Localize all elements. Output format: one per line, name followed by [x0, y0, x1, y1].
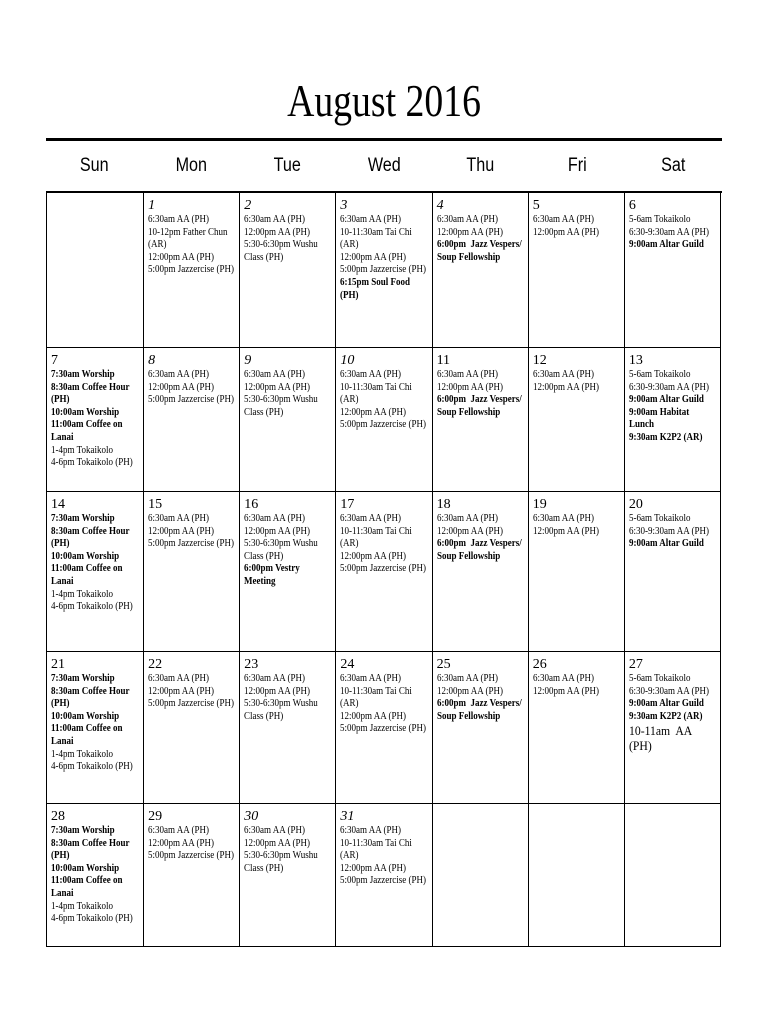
event-entry: 4-6pm Tokaikolo (PH) — [51, 761, 133, 773]
event-entry: 10-11:30am Tai Chi (AR) — [340, 685, 415, 710]
event-entry: 6:30am AA (PH) — [532, 214, 594, 225]
event-entry: 5:30-6:30pm Wushu Class (PH) — [244, 239, 321, 263]
event-entry: 12:00pm AA (PH) — [340, 251, 407, 263]
event-entry: 6:00pm Jazz Vespers/ Soup Fellowship — [436, 538, 524, 562]
weekday-sun: Sun — [79, 155, 109, 176]
day-cell-22 — [143, 652, 239, 803]
event-entry: 5:00pm Jazzercise (PH) — [148, 264, 235, 276]
event-entry: 11:00am Coffee on Lanai — [51, 419, 125, 443]
event-entry: 6:00pm Vestry Meeting — [244, 563, 303, 587]
day-number: 13 — [628, 353, 643, 368]
day-number: 30 — [244, 809, 259, 824]
day-number: 8 — [148, 353, 156, 368]
day-cell-31 — [335, 804, 431, 946]
event-entry: 8:30am Coffee Hour (PH) — [51, 381, 132, 406]
event-entry: 6:30am AA (PH) — [244, 369, 306, 380]
event-entry: 10:00am Worship — [51, 406, 120, 418]
event-entry: 10-12pm Father Chun (AR) — [148, 226, 230, 251]
event-entry: 6:30am AA (PH) — [244, 513, 306, 524]
day-cell-13 — [624, 348, 720, 491]
event-entry: 4-6pm Tokaikolo (PH) — [51, 913, 133, 925]
event-entry: 6:30am AA (PH) — [436, 673, 498, 684]
day-number: 27 — [628, 657, 643, 672]
event-entry: 7:30am Worship — [51, 673, 115, 684]
event-entry: 1-4pm Tokaikolo — [51, 748, 113, 760]
day-number: 6 — [628, 198, 636, 213]
event-entry: 6:30am AA (PH) — [340, 673, 402, 684]
event-entry: 5:00pm Jazzercise (PH) — [340, 264, 427, 276]
day-cell-25 — [432, 652, 528, 803]
event-entry: 6:30am AA (PH) — [340, 214, 402, 225]
event-entry: 6:30am AA (PH) — [340, 369, 402, 380]
event-entry: 5:30-6:30pm Wushu Class (PH) — [244, 538, 321, 562]
event-entry: 12:00pm AA (PH) — [532, 525, 599, 537]
week-row — [47, 491, 720, 651]
event-entry: 9:00am Altar Guild — [628, 394, 704, 406]
day-number: 29 — [148, 809, 163, 824]
event-entry: 12:00pm AA (PH) — [436, 525, 503, 537]
event-entry: 6:30am AA (PH) — [148, 214, 210, 225]
calendar-grid — [46, 193, 721, 947]
day-number: 28 — [51, 809, 65, 824]
event-entry: 5:00pm Jazzercise (PH) — [148, 538, 235, 550]
event-entry: 8:30am Coffee Hour (PH) — [51, 685, 132, 710]
event-entry: 10:00am Worship — [51, 710, 120, 722]
event-entry: 6:30am AA (PH) — [244, 825, 306, 836]
event-entry: 9:00am Altar Guild — [628, 239, 704, 251]
event-entry: 6:30-9:30am AA (PH) — [628, 226, 709, 238]
event-entry: 6:00pm Jazz Vespers/ Soup Fellowship — [436, 698, 524, 722]
empty-day-cell — [624, 804, 720, 946]
day-cell-17 — [335, 492, 431, 651]
event-entry: 10-11:30am Tai Chi (AR) — [340, 525, 415, 550]
weekday-thu: Thu — [466, 155, 495, 176]
event-entry: 12:00pm AA (PH) — [436, 381, 503, 393]
day-number: 20 — [628, 497, 643, 512]
day-cell-7 — [47, 348, 143, 491]
event-entry: 5-6am Tokaikolo — [628, 214, 691, 225]
event-entry: 6:30-9:30am AA (PH) — [628, 685, 709, 697]
event-entry: 12:00pm AA (PH) — [148, 837, 215, 849]
event-entry: 1-4pm Tokaikolo — [51, 900, 113, 912]
weekday-mon: Mon — [175, 155, 207, 176]
event-entry: 4-6pm Tokaikolo (PH) — [51, 601, 133, 613]
event-entry: 12:00pm AA (PH) — [436, 226, 503, 238]
event-entry: 6:30am AA (PH) — [148, 825, 210, 836]
event-entry: 12:00pm AA (PH) — [244, 381, 311, 393]
event-entry: 9:00am Habitat Lunch — [628, 406, 692, 431]
day-number: 26 — [532, 657, 547, 672]
day-number: 31 — [340, 809, 355, 824]
day-number: 9 — [244, 353, 252, 368]
event-entry: 6:30am AA (PH) — [436, 369, 498, 380]
day-number: 12 — [532, 353, 547, 368]
event-entry: 12:00pm AA (PH) — [340, 862, 407, 874]
event-entry: 6:30am AA (PH) — [148, 369, 210, 380]
event-entry: 10:00am Worship — [51, 862, 120, 874]
event-entry: 6:15pm Soul Food (PH) — [340, 276, 413, 301]
event-entry: 5:30-6:30pm Wushu Class (PH) — [244, 850, 321, 874]
event-entry: 12:00pm AA (PH) — [148, 381, 215, 393]
event-entry: 12:00pm AA (PH) — [148, 685, 215, 697]
day-number: 25 — [436, 657, 451, 672]
day-cell-15 — [143, 492, 239, 651]
empty-day-cell — [432, 804, 528, 946]
event-entry: 12:00pm AA (PH) — [340, 710, 407, 722]
day-cell-6 — [624, 193, 720, 347]
event-entry: 1-4pm Tokaikolo — [51, 444, 113, 456]
event-entry: 11:00am Coffee on Lanai — [51, 563, 125, 587]
event-entry: 1-4pm Tokaikolo — [51, 588, 113, 600]
event-entry: 5:00pm Jazzercise (PH) — [148, 698, 235, 710]
day-number: 10 — [340, 353, 355, 368]
event-entry: 12:00pm AA (PH) — [244, 525, 311, 537]
event-entry: 6:30am AA (PH) — [340, 513, 402, 524]
day-cell-1 — [143, 193, 239, 347]
day-number: 7 — [51, 353, 58, 368]
event-entry: 5:00pm Jazzercise (PH) — [340, 563, 427, 575]
day-number: 23 — [244, 657, 259, 672]
day-number: 15 — [148, 497, 163, 512]
event-entry: 12:00pm AA (PH) — [532, 226, 599, 238]
day-cell-27 — [624, 652, 720, 803]
event-entry: 8:30am Coffee Hour (PH) — [51, 525, 132, 550]
day-cell-2 — [239, 193, 335, 347]
event-entry: 6:30am AA (PH) — [436, 214, 498, 225]
event-entry: 10-11:30am Tai Chi (AR) — [340, 226, 415, 251]
day-cell-18 — [432, 492, 528, 651]
event-entry: 7:30am Worship — [51, 513, 115, 524]
weekday-fri: Fri — [567, 155, 587, 176]
event-entry: 9:00am Altar Guild — [628, 538, 704, 550]
event-entry: 12:00pm AA (PH) — [244, 837, 311, 849]
event-entry: 11:00am Coffee on Lanai — [51, 723, 125, 747]
day-number: 16 — [244, 497, 259, 512]
event-entry: 10-11:30am Tai Chi (AR) — [340, 381, 415, 406]
event-entry: 5-6am Tokaikolo — [628, 369, 691, 380]
event-entry: 5:00pm Jazzercise (PH) — [148, 850, 235, 862]
day-cell-20 — [624, 492, 720, 651]
day-cell-3 — [335, 193, 431, 347]
event-entry: 5:00pm Jazzercise (PH) — [148, 394, 235, 406]
event-entry: 6:00pm Jazz Vespers/ Soup Fellowship — [436, 239, 524, 263]
event-entry: 6:30am AA (PH) — [340, 825, 402, 836]
event-entry: 10:00am Worship — [51, 550, 120, 562]
weekday-header — [46, 141, 722, 191]
day-cell-10 — [335, 348, 431, 491]
weekday-wed: Wed — [367, 155, 401, 176]
event-entry: 9:30am K2P2 (AR) — [628, 710, 703, 722]
week-row — [47, 347, 720, 491]
day-cell-16 — [239, 492, 335, 651]
day-number: 21 — [51, 657, 65, 672]
event-entry: 6:30am AA (PH) — [532, 673, 594, 684]
event-entry: 8:30am Coffee Hour (PH) — [51, 837, 132, 862]
event-entry: 7:30am Worship — [51, 369, 115, 380]
event-entry: 6:30am AA (PH) — [244, 214, 306, 225]
day-cell-24 — [335, 652, 431, 803]
event-entry: 9:30am K2P2 (AR) — [628, 431, 703, 443]
day-number: 3 — [340, 198, 348, 213]
day-cell-21 — [47, 652, 143, 803]
day-number: 17 — [340, 497, 355, 512]
day-cell-12 — [528, 348, 624, 491]
day-cell-14 — [47, 492, 143, 651]
event-entry: 11:00am Coffee on Lanai — [51, 875, 125, 899]
event-entry: 6:30am AA (PH) — [532, 369, 594, 380]
event-entry: 6:30am AA (PH) — [436, 513, 498, 524]
event-entry: 5:00pm Jazzercise (PH) — [340, 723, 427, 735]
event-entry: 6:30-9:30am AA (PH) — [628, 525, 709, 537]
day-number: 2 — [244, 198, 252, 213]
event-entry: 10-11:30am Tai Chi (AR) — [340, 837, 415, 862]
day-cell-5 — [528, 193, 624, 347]
day-number: 5 — [532, 198, 540, 213]
day-number: 14 — [51, 497, 65, 512]
event-entry: 6:30-9:30am AA (PH) — [628, 381, 709, 393]
week-row — [47, 803, 720, 946]
day-cell-29 — [143, 804, 239, 946]
event-entry: 5-6am Tokaikolo — [628, 513, 691, 524]
event-entry: 5:30-6:30pm Wushu Class (PH) — [244, 698, 321, 722]
event-entry: 12:00pm AA (PH) — [340, 406, 407, 418]
event-entry: 6:30am AA (PH) — [244, 673, 306, 684]
event-entry: 5:00pm Jazzercise (PH) — [340, 419, 427, 431]
event-entry: 6:30am AA (PH) — [148, 513, 210, 524]
day-number: 19 — [532, 497, 547, 512]
day-cell-26 — [528, 652, 624, 803]
day-cell-28 — [47, 804, 143, 946]
calendar-title: August 2016 — [287, 75, 481, 126]
event-entry: 12:00pm AA (PH) — [532, 381, 599, 393]
day-cell-23 — [239, 652, 335, 803]
day-number: 11 — [436, 353, 451, 368]
day-number: 22 — [148, 657, 163, 672]
week-row — [47, 651, 720, 803]
event-entry: 5:30-6:30pm Wushu Class (PH) — [244, 394, 321, 418]
day-cell-8 — [143, 348, 239, 491]
day-number: 4 — [436, 198, 444, 213]
day-cell-11 — [432, 348, 528, 491]
event-entry: 12:00pm AA (PH) — [244, 226, 311, 238]
event-entry: 12:00pm AA (PH) — [436, 685, 503, 697]
weekday-tue: Tue — [273, 155, 302, 176]
event-entry: 9:00am Altar Guild — [628, 698, 704, 710]
event-entry: 5-6am Tokaikolo — [628, 673, 691, 684]
event-entry: 12:00pm AA (PH) — [244, 685, 311, 697]
weekday-sat: Sat — [661, 155, 686, 176]
event-entry: 12:00pm AA (PH) — [340, 550, 407, 562]
day-number: 24 — [340, 657, 355, 672]
empty-day-cell — [47, 193, 143, 347]
event-entry: 12:00pm AA (PH) — [532, 685, 599, 697]
day-cell-19 — [528, 492, 624, 651]
day-cell-4 — [432, 193, 528, 347]
event-entry: 12:00pm AA (PH) — [148, 251, 215, 263]
event-entry: 10-11am AA (PH) — [628, 723, 695, 754]
event-entry: 4-6pm Tokaikolo (PH) — [51, 457, 133, 469]
empty-day-cell — [528, 804, 624, 946]
day-cell-30 — [239, 804, 335, 946]
day-cell-9 — [239, 348, 335, 491]
day-number: 18 — [436, 497, 451, 512]
day-number: 1 — [148, 198, 156, 213]
event-entry: 5:00pm Jazzercise (PH) — [340, 875, 427, 887]
event-entry: 6:30am AA (PH) — [532, 513, 594, 524]
event-entry: 7:30am Worship — [51, 825, 115, 836]
event-entry: 12:00pm AA (PH) — [148, 525, 215, 537]
event-entry: 6:30am AA (PH) — [148, 673, 210, 684]
week-row — [47, 193, 720, 347]
event-entry: 6:00pm Jazz Vespers/ Soup Fellowship — [436, 394, 524, 418]
